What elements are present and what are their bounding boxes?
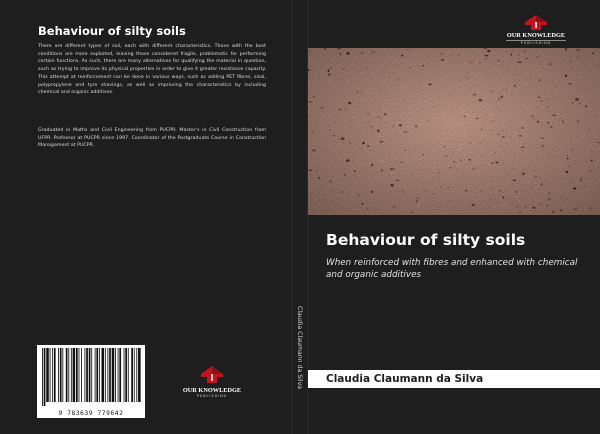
front-cover-author: Claudia Claumann da Silva bbox=[326, 373, 484, 385]
publisher-name: OUR KNOWLEDGE bbox=[182, 387, 242, 394]
isbn-barcode bbox=[37, 345, 145, 418]
barcode-icon bbox=[40, 348, 142, 406]
publisher-logo-icon bbox=[199, 365, 225, 387]
publisher-logo-icon bbox=[523, 14, 549, 32]
back-cover-title: Behaviour of silty soils bbox=[38, 24, 186, 38]
spine-author: Claudia Claumann da Silva bbox=[296, 306, 303, 390]
publisher-logo-front bbox=[498, 14, 574, 46]
front-cover-subtitle: When reinforced with fibres and enhanced with chemical and organic additives bbox=[326, 258, 578, 280]
soil-texture-image bbox=[308, 48, 600, 215]
author-bio: Graduated in Maths and Civil Engineering from PUCPR. Master's in Civil Construction from UFPR. Professor at PUCPR since 1997. Coordinator of the Postgraduate Course in Construction Management at PUCPR. bbox=[38, 128, 266, 149]
publisher-logo-back bbox=[173, 365, 251, 399]
back-cover bbox=[0, 0, 291, 434]
author-band bbox=[308, 370, 600, 388]
book-spine bbox=[291, 0, 308, 434]
front-cover-title: Behaviour of silty soils bbox=[326, 231, 526, 249]
publisher-tagline: PUBLISHING bbox=[196, 394, 228, 398]
publisher-tagline: PUBLISHING bbox=[520, 41, 552, 45]
isbn-number: 9 783639 779642 bbox=[58, 410, 124, 417]
front-cover bbox=[308, 0, 600, 434]
book-description: There are different types of soil, each with different characteristics. Those with the best conditions are more exploited, leaving those considered fragile, problematic for performing certain functions. As such, there are many alternatives for qualifying the material in question, such as trying to improve its physical properties in order to give it greater resistance capacity. This attempt at reinforcement can be done in various ways, such as adding PET fibres, sisal, polypropylene and tyre shavings, as well as improving the characteristics by including chemical and organic additives. bbox=[38, 44, 266, 96]
publisher-name: OUR KNOWLEDGE bbox=[506, 32, 566, 39]
soil-cover-photo bbox=[308, 48, 600, 215]
